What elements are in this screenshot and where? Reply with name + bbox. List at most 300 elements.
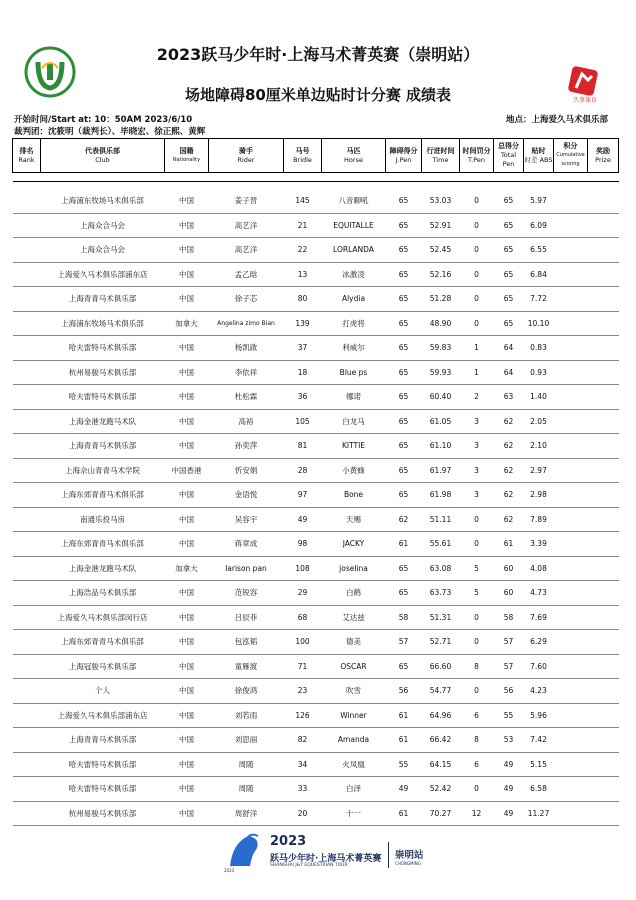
cell-tpen: 0: [460, 679, 494, 704]
cell-club: 哈夫雷特马术俱乐部: [41, 752, 165, 777]
cell-rank: [13, 728, 41, 753]
cell-nat: 中国: [165, 777, 209, 802]
cell-abs: 11.27: [524, 801, 554, 826]
table-row: [13, 262, 619, 287]
cell-time: 61.98: [422, 483, 460, 508]
cell-nat: 中国香港: [165, 458, 209, 483]
cell-tpen: 0: [460, 189, 494, 213]
cell-horse: 十一: [322, 801, 386, 826]
cell-nat: 中国: [165, 434, 209, 459]
cell-cum: [554, 336, 588, 361]
cell-abs: 0.83: [524, 336, 554, 361]
cell-total: 65: [494, 213, 524, 238]
cell-tpen: 0: [460, 532, 494, 557]
cell-nat: 中国: [165, 532, 209, 557]
cell-abs: 6.09: [524, 213, 554, 238]
cell-club: 哈夫雷特马术俱乐部: [41, 385, 165, 410]
cell-total: 49: [494, 777, 524, 802]
cell-tpen: 0: [460, 777, 494, 802]
cell-prize: [588, 385, 619, 410]
cell-total: 62: [494, 507, 524, 532]
cell-jpen: 65: [386, 336, 422, 361]
cell-horse: Amanda: [322, 728, 386, 753]
cell-cum: [554, 507, 588, 532]
cell-rank: [13, 458, 41, 483]
cell-total: 65: [494, 238, 524, 263]
table-row: [13, 630, 619, 655]
cell-time: 61.97: [422, 458, 460, 483]
cell-horse: 艾达兹: [322, 605, 386, 630]
cell-cum: [554, 630, 588, 655]
cell-jpen: 65: [386, 581, 422, 606]
cell-jpen: 65: [386, 213, 422, 238]
cell-club: 上海佘山青青马术学院: [41, 458, 165, 483]
cell-cum: [554, 728, 588, 753]
column-header: 障碍得分 J.Pen: [386, 139, 422, 173]
cell-abs: 6.55: [524, 238, 554, 263]
cell-club: 上海浦东牧场马术俱乐部: [41, 189, 165, 213]
cell-rank: [13, 213, 41, 238]
cell-bridle: 37: [284, 336, 322, 361]
cell-prize: [588, 728, 619, 753]
cell-cum: [554, 605, 588, 630]
cell-time: 59.93: [422, 360, 460, 385]
column-header: 积分 Cumulative scoring: [554, 139, 588, 173]
cell-club: 上海青青马术俱乐部: [41, 434, 165, 459]
cell-prize: [588, 213, 619, 238]
cell-rank: [13, 262, 41, 287]
cell-rank: [13, 581, 41, 606]
cell-bridle: 21: [284, 213, 322, 238]
footer-station-en: CHONGMING: [395, 861, 421, 866]
cell-club: 上海爱久马术俱乐部闵行店: [41, 605, 165, 630]
cell-cum: [554, 777, 588, 802]
cell-abs: 6.84: [524, 262, 554, 287]
cell-club: 上海青青马术俱乐部: [41, 728, 165, 753]
cell-tpen: 1: [460, 336, 494, 361]
sponsor-label: 久事体育: [572, 97, 598, 104]
cell-total: 55: [494, 703, 524, 728]
cell-rank: [13, 507, 41, 532]
cell-prize: [588, 434, 619, 459]
cell-nat: 中国: [165, 483, 209, 508]
cell-abs: 5.96: [524, 703, 554, 728]
cell-rider: 忻安娟: [209, 458, 284, 483]
cell-prize: [588, 189, 619, 213]
table-row: [13, 703, 619, 728]
cell-cum: [554, 556, 588, 581]
cell-time: 52.91: [422, 213, 460, 238]
cell-time: 55.61: [422, 532, 460, 557]
cell-horse: Bone: [322, 483, 386, 508]
cell-bridle: 97: [284, 483, 322, 508]
cell-cum: [554, 434, 588, 459]
cell-time: 63.73: [422, 581, 460, 606]
table-row: [13, 458, 619, 483]
cell-bridle: 145: [284, 189, 322, 213]
cell-club: 上海浦东牧场马术俱乐部: [41, 311, 165, 336]
cell-rank: [13, 605, 41, 630]
table-row: [13, 581, 619, 606]
cell-rider: 徐俊鸿: [209, 679, 284, 704]
cell-abs: 10.10: [524, 311, 554, 336]
cell-rank: [13, 532, 41, 557]
cell-total: 62: [494, 483, 524, 508]
cell-rider: 包泓韬: [209, 630, 284, 655]
cell-horse: JACKY: [322, 532, 386, 557]
cell-horse: 德美: [322, 630, 386, 655]
cell-abs: 7.72: [524, 287, 554, 312]
cell-nat: 中国: [165, 360, 209, 385]
cell-total: 57: [494, 654, 524, 679]
cell-jpen: 65: [386, 311, 422, 336]
cell-horse: 娜诺: [322, 385, 386, 410]
cell-rank: [13, 777, 41, 802]
cell-cum: [554, 801, 588, 826]
cell-rider: 李依祥: [209, 360, 284, 385]
cell-tpen: 1: [460, 360, 494, 385]
cell-horse: joselina: [322, 556, 386, 581]
cell-nat: 中国: [165, 262, 209, 287]
cell-club: 上海东郊青青马术俱乐部: [41, 630, 165, 655]
cell-club: 上海爱久马术俱乐部浦东店: [41, 262, 165, 287]
cell-club: 哈夫雷特马术俱乐部: [41, 777, 165, 802]
cell-bridle: 34: [284, 752, 322, 777]
column-header: 代表俱乐部 Club: [41, 139, 165, 173]
cell-club: 上海东郊青青马术俱乐部: [41, 532, 165, 557]
cell-tpen: 3: [460, 483, 494, 508]
cell-rank: [13, 409, 41, 434]
cell-time: 64.96: [422, 703, 460, 728]
cell-prize: [588, 532, 619, 557]
cell-prize: [588, 507, 619, 532]
cell-abs: 7.42: [524, 728, 554, 753]
cell-total: 60: [494, 581, 524, 606]
cell-time: 61.05: [422, 409, 460, 434]
cell-prize: [588, 581, 619, 606]
cell-horse: 白龙马: [322, 409, 386, 434]
footer-sub-year: 2023: [224, 868, 235, 873]
cell-abs: 4.23: [524, 679, 554, 704]
footer-event-name: 跃马少年时·上海马术菁英赛: [270, 854, 382, 864]
cell-tpen: 12: [460, 801, 494, 826]
cell-nat: 中国: [165, 630, 209, 655]
cell-rider: 蒋章成: [209, 532, 284, 557]
cell-tpen: 0: [460, 238, 494, 263]
cell-rank: [13, 654, 41, 679]
cell-tpen: 0: [460, 507, 494, 532]
cell-total: 62: [494, 458, 524, 483]
cell-abs: 2.10: [524, 434, 554, 459]
cell-jpen: 65: [386, 262, 422, 287]
cell-prize: [588, 777, 619, 802]
column-header: 马匹 Horse: [322, 139, 386, 173]
cell-total: 61: [494, 532, 524, 557]
cell-total: 57: [494, 630, 524, 655]
cell-jpen: 61: [386, 703, 422, 728]
cell-rank: [13, 189, 41, 213]
cell-time: 51.28: [422, 287, 460, 312]
page-subtitle: 场地障碍80厘米单边贴时计分赛 成绩表: [184, 86, 452, 104]
cell-horse: Blue ps: [322, 360, 386, 385]
cell-cum: [554, 262, 588, 287]
cell-time: 52.45: [422, 238, 460, 263]
cell-tpen: 0: [460, 262, 494, 287]
cell-bridle: 33: [284, 777, 322, 802]
cell-total: 65: [494, 189, 524, 213]
footer-event-name-en: SHANGHAI J&Y EQUESTRIAN TOUR: [270, 863, 348, 868]
cell-abs: 7.60: [524, 654, 554, 679]
table-row: [13, 360, 619, 385]
table-row: [13, 556, 619, 581]
cell-jpen: 65: [386, 238, 422, 263]
cell-tpen: 3: [460, 409, 494, 434]
cell-rider: 高裕: [209, 409, 284, 434]
cell-rider: 孟乙晗: [209, 262, 284, 287]
judges: 裁判团：沈筱明（裁判长）、毕晓宏、徐正熙、黄辉: [14, 127, 206, 137]
column-header: 马号 Bridle: [284, 139, 322, 173]
cell-horse: 利威尔: [322, 336, 386, 361]
cell-club: 个人: [41, 679, 165, 704]
cell-horse: 打虎将: [322, 311, 386, 336]
cell-abs: 4.08: [524, 556, 554, 581]
cell-time: 70.27: [422, 801, 460, 826]
cell-club: 南通乐投马房: [41, 507, 165, 532]
cell-bridle: 23: [284, 679, 322, 704]
cell-prize: [588, 630, 619, 655]
cell-rider: 杜松霖: [209, 385, 284, 410]
cell-rank: [13, 385, 41, 410]
cell-tpen: 8: [460, 728, 494, 753]
cell-time: 52.16: [422, 262, 460, 287]
cell-jpen: 58: [386, 605, 422, 630]
cell-cum: [554, 654, 588, 679]
table-row: [13, 654, 619, 679]
cell-rank: [13, 434, 41, 459]
cell-nat: 加拿大: [165, 311, 209, 336]
cell-rider: 周随: [209, 777, 284, 802]
cell-club: 上海冠骏马术俱乐部: [41, 654, 165, 679]
cell-horse: LORLANDA: [322, 238, 386, 263]
cell-prize: [588, 287, 619, 312]
footer-year: 2023: [270, 834, 307, 849]
table-row: [13, 238, 619, 263]
cell-rank: [13, 311, 41, 336]
cell-bridle: 71: [284, 654, 322, 679]
table-header: [13, 139, 619, 173]
table-row: [13, 752, 619, 777]
column-header: 奖励 Prize: [588, 139, 619, 173]
cell-bridle: 108: [284, 556, 322, 581]
cell-total: 63: [494, 385, 524, 410]
cell-jpen: 65: [386, 409, 422, 434]
cell-horse: KITTIE: [322, 434, 386, 459]
cell-abs: 4.73: [524, 581, 554, 606]
cell-abs: 6.29: [524, 630, 554, 655]
cell-jpen: 65: [386, 287, 422, 312]
cell-jpen: 65: [386, 434, 422, 459]
cell-bridle: 98: [284, 532, 322, 557]
cell-time: 60.40: [422, 385, 460, 410]
cell-cum: [554, 703, 588, 728]
cell-rank: [13, 556, 41, 581]
cell-club: 杭州易骏马术俱乐部: [41, 360, 165, 385]
table-row: [13, 507, 619, 532]
cell-club: 杭州易骏马术俱乐部: [41, 801, 165, 826]
cell-rider: 刘思丽: [209, 728, 284, 753]
cell-cum: [554, 409, 588, 434]
cell-horse: 白鹤: [322, 581, 386, 606]
cell-rider: 徐子芯: [209, 287, 284, 312]
cell-club: 上海青青马术俱乐部: [41, 287, 165, 312]
cell-time: 59.83: [422, 336, 460, 361]
cell-jpen: 65: [386, 385, 422, 410]
cell-jpen: 49: [386, 777, 422, 802]
column-header: 总得分 Total Pen: [494, 139, 524, 173]
cell-club: 上海金港龙跑马术队: [41, 556, 165, 581]
cell-nat: 中国: [165, 654, 209, 679]
cell-rider: Angelina zimo Bian: [209, 311, 284, 336]
cell-club: 上海众合马会: [41, 213, 165, 238]
cell-horse: 火凤凰: [322, 752, 386, 777]
cell-jpen: 61: [386, 728, 422, 753]
cell-prize: [588, 679, 619, 704]
cell-club: 上海金港龙跑马术队: [41, 409, 165, 434]
cell-nat: 中国: [165, 189, 209, 213]
cell-tpen: 5: [460, 581, 494, 606]
cell-prize: [588, 556, 619, 581]
cell-nat: 中国: [165, 801, 209, 826]
cell-total: 60: [494, 556, 524, 581]
cell-jpen: 56: [386, 679, 422, 704]
cell-tpen: 8: [460, 654, 494, 679]
cell-prize: [588, 654, 619, 679]
cell-cum: [554, 581, 588, 606]
cell-prize: [588, 336, 619, 361]
cell-cum: [554, 752, 588, 777]
cell-horse: 八音聊吼: [322, 189, 386, 213]
cell-nat: 中国: [165, 287, 209, 312]
cell-jpen: 65: [386, 360, 422, 385]
table-row: [13, 801, 619, 826]
cell-tpen: 3: [460, 434, 494, 459]
cell-cum: [554, 360, 588, 385]
footer-station: 崇明站: [395, 850, 424, 861]
cell-nat: 中国: [165, 581, 209, 606]
cell-tpen: 5: [460, 556, 494, 581]
cell-rider: 范锐容: [209, 581, 284, 606]
table-row: [13, 213, 619, 238]
cell-rider: 杨凯啟: [209, 336, 284, 361]
cell-prize: [588, 262, 619, 287]
cell-horse: OSCAR: [322, 654, 386, 679]
cell-rider: 高艺洋: [209, 213, 284, 238]
cell-prize: [588, 483, 619, 508]
cell-rank: [13, 483, 41, 508]
cell-total: 62: [494, 434, 524, 459]
cell-nat: 中国: [165, 752, 209, 777]
cell-abs: 2.98: [524, 483, 554, 508]
table-row: [13, 385, 619, 410]
cell-rank: [13, 630, 41, 655]
cell-bridle: 80: [284, 287, 322, 312]
column-header: 行进时间 Time: [422, 139, 460, 173]
table-row: [13, 287, 619, 312]
cell-bridle: 22: [284, 238, 322, 263]
start-time: 开始时间/Start at: 10：50AM 2023/6/10: [14, 115, 193, 125]
cell-jpen: 61: [386, 532, 422, 557]
cell-rider: 吕辰菲: [209, 605, 284, 630]
cell-club: 上海众合马会: [41, 238, 165, 263]
cell-total: 65: [494, 311, 524, 336]
cell-rank: [13, 238, 41, 263]
cell-jpen: 65: [386, 654, 422, 679]
cell-nat: 中国: [165, 605, 209, 630]
cell-horse: 小黄蜂: [322, 458, 386, 483]
cell-bridle: 82: [284, 728, 322, 753]
cell-rider: 孙奕萍: [209, 434, 284, 459]
cell-total: 58: [494, 605, 524, 630]
cell-rank: [13, 752, 41, 777]
cell-rank: [13, 360, 41, 385]
cell-tpen: 0: [460, 213, 494, 238]
cell-prize: [588, 409, 619, 434]
cell-rank: [13, 703, 41, 728]
cell-abs: 2.05: [524, 409, 554, 434]
cell-nat: 中国: [165, 409, 209, 434]
cell-cum: [554, 532, 588, 557]
cell-time: 66.60: [422, 654, 460, 679]
cell-club: 上海浩品马术俱乐部: [41, 581, 165, 606]
cell-total: 65: [494, 287, 524, 312]
cell-horse: 天赐: [322, 507, 386, 532]
cell-bridle: 139: [284, 311, 322, 336]
cell-bridle: 68: [284, 605, 322, 630]
cell-tpen: 3: [460, 458, 494, 483]
cell-cum: [554, 385, 588, 410]
cell-time: 52.42: [422, 777, 460, 802]
cell-nat: 中国: [165, 336, 209, 361]
cell-nat: 中国: [165, 238, 209, 263]
cell-nat: 中国: [165, 703, 209, 728]
cell-bridle: 18: [284, 360, 322, 385]
cell-time: 48.90: [422, 311, 460, 336]
table-row: [13, 189, 619, 213]
cell-total: 56: [494, 679, 524, 704]
table-row: [13, 483, 619, 508]
cell-jpen: 57: [386, 630, 422, 655]
cell-cum: [554, 679, 588, 704]
cell-time: 66.42: [422, 728, 460, 753]
cell-jpen: 55: [386, 752, 422, 777]
cell-total: 49: [494, 752, 524, 777]
cell-bridle: 28: [284, 458, 322, 483]
cell-total: 64: [494, 360, 524, 385]
cell-prize: [588, 458, 619, 483]
event-footer: [214, 830, 434, 878]
cell-time: 63.08: [422, 556, 460, 581]
cell-prize: [588, 311, 619, 336]
cell-nat: 中国: [165, 679, 209, 704]
table-row: [13, 532, 619, 557]
cell-nat: 中国: [165, 213, 209, 238]
cell-prize: [588, 360, 619, 385]
cell-bridle: 49: [284, 507, 322, 532]
cell-abs: 5.97: [524, 189, 554, 213]
cell-rider: 高艺洋: [209, 238, 284, 263]
cell-total: 64: [494, 336, 524, 361]
cell-jpen: 65: [386, 458, 422, 483]
